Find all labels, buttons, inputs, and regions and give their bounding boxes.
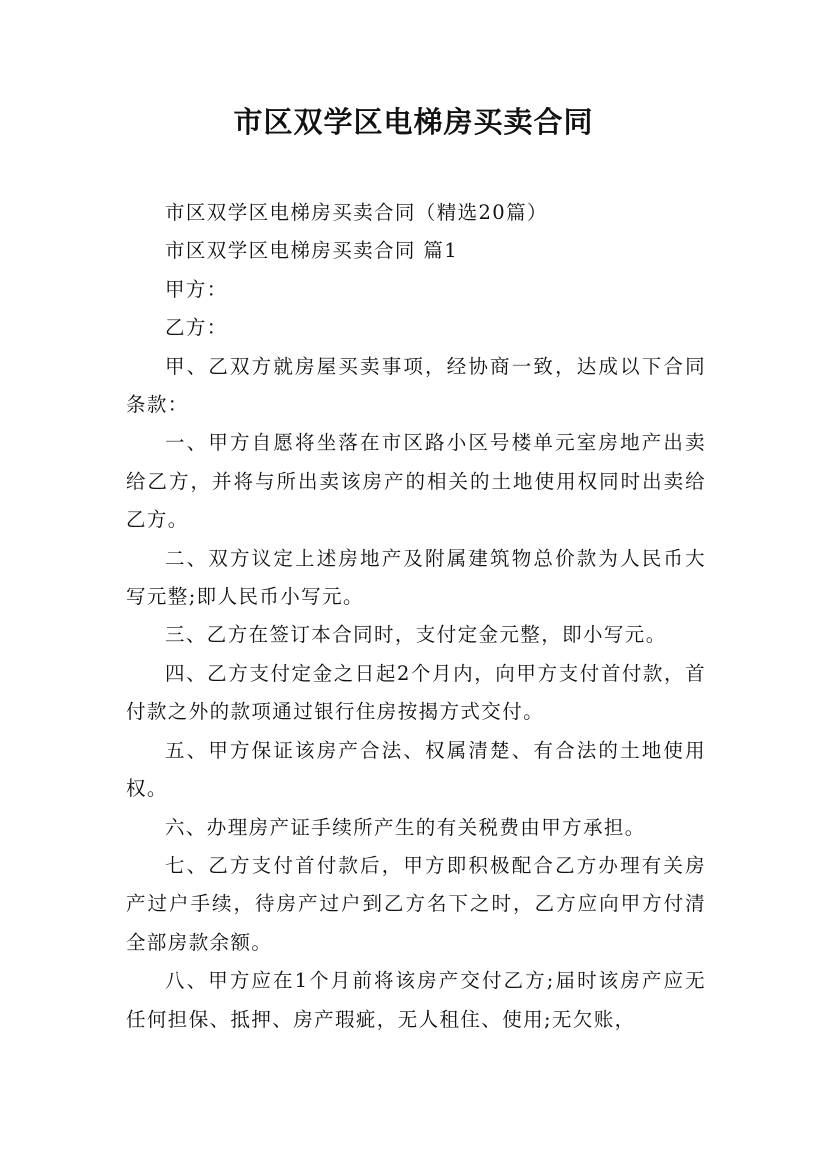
paragraph-party-b: 乙方： bbox=[165, 316, 228, 340]
paragraph-clause-7: 七、乙方支付首付款后，甲方即积极配合乙方办理有关房产过户手续，待房产过户到乙方名下之时，乙方应向甲方付清全部房款余额。 bbox=[126, 853, 706, 954]
paragraph-section-heading: 市区双学区电梯房买卖合同 篇1 bbox=[165, 239, 459, 263]
paragraph-clause-2: 二、双方议定上述房地产及附属建筑物总价款为人民币大写元整;即人民币小写元。 bbox=[126, 546, 706, 609]
paragraph-clause-8: 八、甲方应在1个月前将该房产交付乙方;届时该房产应无任何担保、抵押、房产瑕疵，无人租住、使用;无欠账， bbox=[126, 969, 706, 1031]
paragraph-clause-4: 四、乙方支付定金之日起2个月内，向甲方支付首付款，首付款之外的款项通过银行住房按揭方式交付。 bbox=[126, 661, 706, 724]
paragraph-subtitle: 市区双学区电梯房买卖合同（精选20篇） bbox=[165, 201, 548, 224]
paragraph-clause-1: 一、甲方自愿将坐落在市区路小区号楼单元室房地产出卖给乙方，并将与所出卖该房产的相关的土地使用权同时出卖给乙方。 bbox=[126, 431, 706, 532]
document-title: 市区双学区电梯房买卖合同 bbox=[233, 105, 594, 139]
paragraph-clause-3: 三、乙方在签订本合同时，支付定金元整，即小写元。 bbox=[165, 623, 667, 647]
paragraph-clause-6: 六、办理房产证手续所产生的有关税费由甲方承担。 bbox=[165, 815, 646, 839]
paragraph-preamble: 甲、乙双方就房屋买卖事项，经协商一致，达成以下合同条款： bbox=[126, 354, 706, 417]
paragraph-party-a: 甲方： bbox=[165, 277, 228, 301]
paragraph-clause-5: 五、甲方保证该房产合法、权属清楚、有合法的土地使用权。 bbox=[126, 738, 706, 801]
document-body bbox=[126, 194, 706, 1039]
